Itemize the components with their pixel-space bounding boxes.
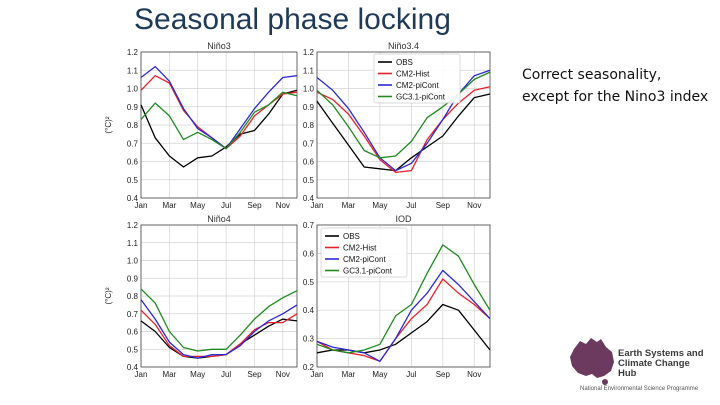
y-tick-label: 0.5: [302, 175, 314, 185]
y-tick-label: 0.3: [302, 334, 314, 344]
y-tick-label: 0.9: [302, 102, 314, 112]
y-tick-label: 1.0: [302, 84, 314, 94]
y-tick-label: 0.5: [126, 345, 138, 355]
y-tick-label: 0.7: [302, 221, 314, 230]
y-tick-label: 0.6: [126, 157, 138, 167]
logo-subtitle: National Environmental Science Programme: [580, 386, 699, 392]
panel-title: Niño3.4: [387, 41, 420, 51]
y-tick-label: 1.1: [126, 238, 138, 248]
series-line: [317, 94, 490, 171]
y-tick-label: 1.1: [302, 66, 314, 76]
y-tick-label: 0.4: [126, 194, 138, 203]
y-tick-label: 0.9: [126, 274, 138, 284]
y-tick-label: 1.0: [126, 256, 138, 266]
chart-panel: [104, 41, 297, 210]
y-tick-label: 0.8: [302, 121, 314, 130]
y-axis-label: (°C)²: [104, 287, 113, 305]
x-tick-label: Jul: [406, 201, 417, 210]
x-tick-label: Nov: [467, 201, 482, 210]
x-tick-label: Jan: [134, 370, 148, 379]
legend-label: GC3.1-piCont: [396, 92, 445, 102]
panel-title: IOD: [395, 214, 412, 224]
x-tick-label: May: [372, 370, 388, 379]
australia-map-logo-icon: [566, 335, 618, 385]
chart-figure: [102, 40, 502, 383]
logo-line: Hub: [618, 368, 637, 379]
x-tick-label: Jan: [310, 370, 324, 379]
x-tick-label: Nov: [467, 370, 482, 379]
logo-line: Climate Change: [618, 358, 690, 369]
y-tick-label: 0.4: [302, 194, 314, 203]
x-tick-label: Nov: [275, 201, 290, 210]
x-tick-label: Sep: [247, 201, 262, 210]
y-tick-label: 0.7: [126, 309, 138, 319]
x-tick-label: Jul: [406, 370, 417, 379]
y-axis-label: (°C)²: [104, 116, 113, 134]
y-tick-label: 1.1: [126, 66, 138, 76]
y-tick-label: 0.5: [126, 175, 138, 185]
legend-label: OBS: [343, 232, 360, 241]
y-tick-label: 0.6: [302, 249, 314, 259]
x-tick-label: Mar: [341, 201, 356, 210]
y-tick-label: 0.4: [126, 363, 138, 372]
y-tick-label: 0.2: [302, 363, 314, 372]
y-tick-label: 0.6: [126, 327, 138, 337]
legend-label: OBS: [396, 58, 413, 67]
y-tick-label: 0.6: [302, 157, 314, 167]
y-tick-label: 0.7: [302, 139, 314, 149]
legend: [321, 228, 407, 277]
legend: [374, 54, 460, 103]
x-tick-label: Jul: [220, 370, 232, 379]
y-tick-label: 0.4: [302, 306, 314, 316]
x-tick-label: May: [190, 201, 206, 210]
y-tick-label: 0.8: [126, 121, 138, 130]
series-line: [141, 92, 297, 149]
series-line: [317, 270, 490, 361]
legend-label: CM2-piCont: [343, 255, 386, 264]
logo-text: [618, 349, 704, 379]
legend-label: GC3.1-piCont: [343, 266, 392, 276]
y-tick-label: 0.5: [302, 277, 314, 287]
x-tick-label: Sep: [247, 370, 262, 379]
panel-title: Niño4: [207, 214, 231, 224]
x-tick-label: Mar: [162, 370, 177, 379]
legend-label: CM2-piCont: [396, 81, 439, 90]
legend-label: CM2-Hist: [396, 69, 430, 79]
x-tick-label: Jul: [220, 201, 232, 210]
slide-note: Correct seasonality, except for the Nino3 index: [522, 67, 709, 105]
y-tick-label: 1.2: [126, 48, 138, 57]
chart-panel: [303, 41, 490, 210]
x-tick-label: Mar: [341, 370, 356, 379]
x-tick-label: Nov: [275, 370, 290, 379]
x-tick-label: Jan: [310, 201, 324, 210]
x-tick-label: Sep: [435, 370, 450, 379]
chart-panel: [104, 214, 297, 379]
x-tick-label: May: [190, 370, 206, 379]
x-tick-label: Jan: [134, 201, 148, 210]
x-tick-label: Sep: [435, 201, 450, 210]
slide-title: Seasonal phase locking: [134, 3, 451, 36]
x-tick-label: Mar: [162, 201, 177, 210]
y-tick-label: 1.2: [126, 221, 138, 230]
y-tick-label: 0.8: [126, 292, 138, 301]
chart-panel: [303, 214, 490, 379]
hub-logo: [566, 335, 716, 401]
x-tick-label: May: [372, 201, 388, 210]
y-tick-label: 1.0: [126, 84, 138, 94]
y-tick-label: 0.7: [126, 139, 138, 149]
y-tick-label: 1.2: [302, 48, 314, 57]
legend-label: CM2-Hist: [343, 243, 377, 253]
logo-line: Earth Systems and: [618, 348, 704, 359]
panel-title: Niño3: [207, 41, 231, 51]
y-tick-label: 0.9: [126, 102, 138, 112]
